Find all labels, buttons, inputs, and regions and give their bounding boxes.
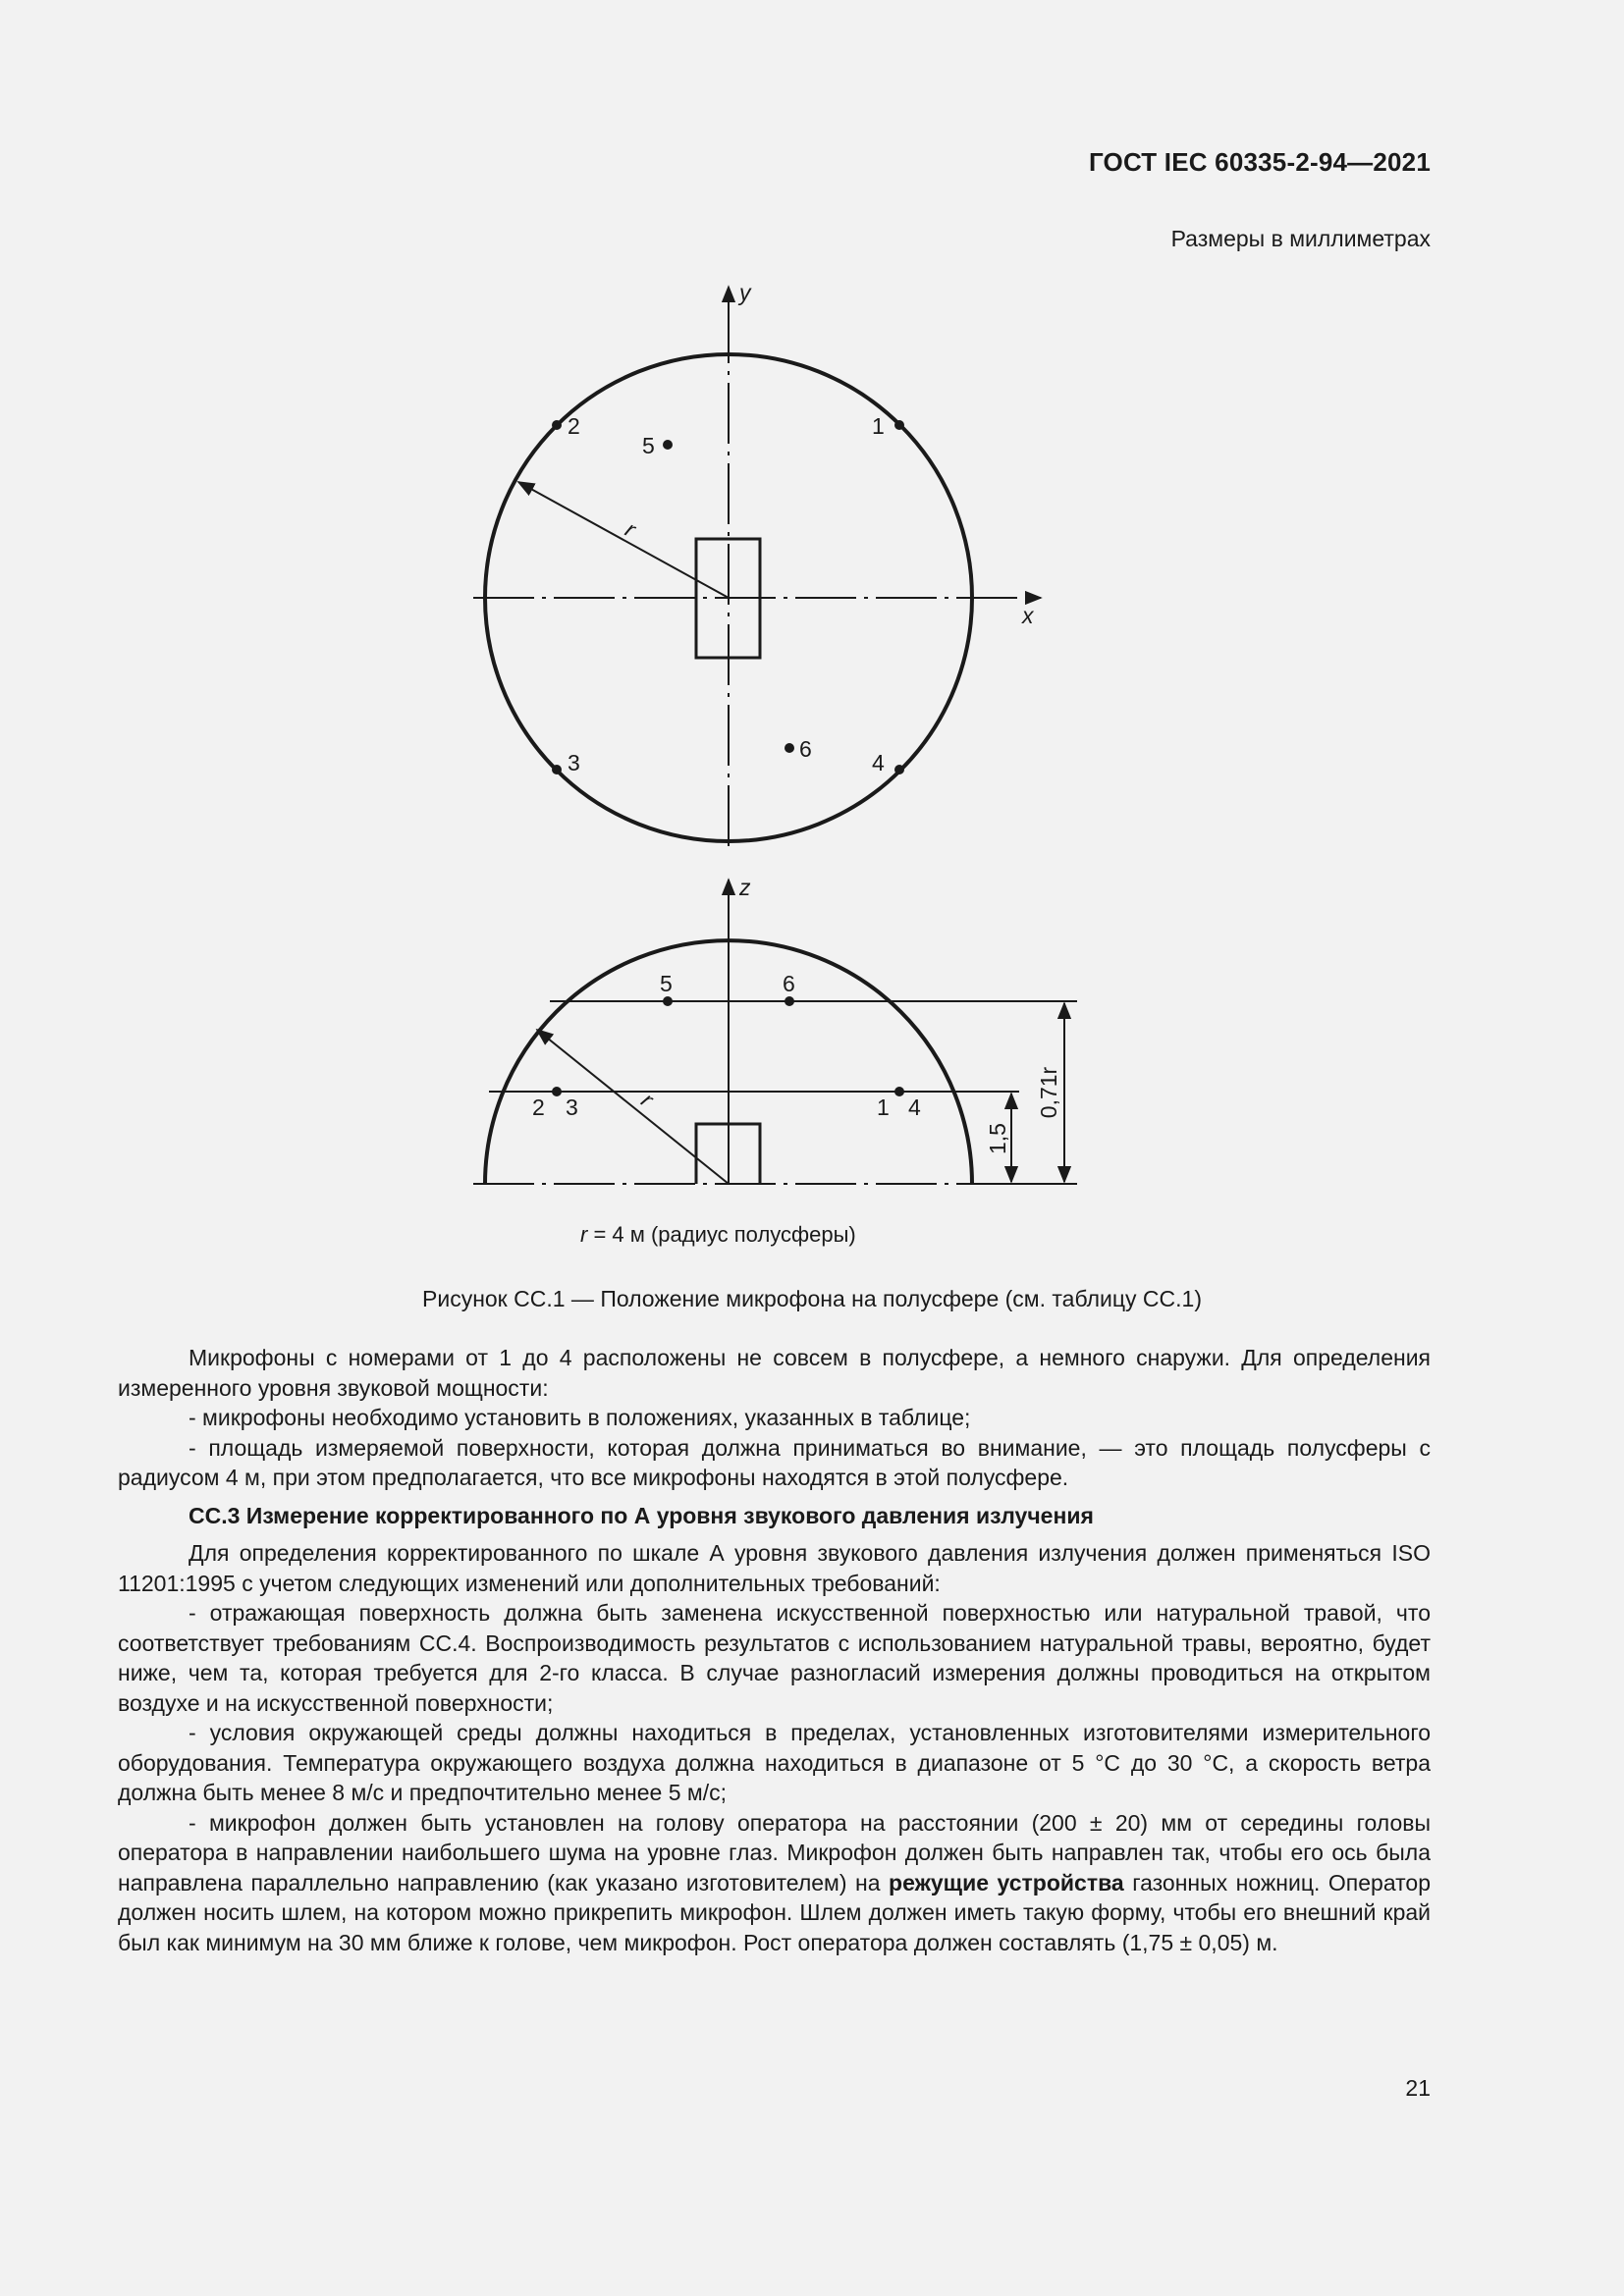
paragraph-7	[118, 1808, 1431, 1958]
side-label-4: 4	[908, 1095, 921, 1120]
mic-point-3	[552, 765, 562, 774]
standard-id: ГОСТ IEC 60335-2-94—2021	[1088, 147, 1431, 177]
paragraph-7-part-b: газонных ножниц. Оператор должен носить шлем, на котором можно прикрепить микрофон. Шлем должен иметь такую форму, чтобы его внешний край был как минимум на 30 мм ближе к голове, чем микрофон. Рост оператора должен составлять (1,75 ± 0,05) м.	[118, 1869, 1431, 1955]
radius-note	[580, 1222, 856, 1247]
label-point-4: 4	[872, 750, 885, 775]
paragraph-4: Для определения корректированного по шкале А уровня звукового давления излучения должен применяться ISO 11201:1995 с учетом следующих изменений или дополнительных требований:	[118, 1540, 1431, 1596]
dim-1-5-label: 1,5	[985, 1123, 1010, 1154]
side-mic-point-6	[785, 996, 794, 1006]
side-label-6: 6	[783, 971, 795, 996]
radius-note-r: r	[580, 1222, 588, 1247]
page-number: 21	[1405, 2075, 1431, 2101]
body-text	[118, 1343, 1431, 1957]
mic-point-1	[894, 420, 904, 430]
mic-point-5	[663, 440, 673, 450]
paragraph-2: - микрофоны необходимо установить в положениях, указанных в таблице;	[189, 1405, 971, 1430]
side-label-3: 3	[566, 1095, 578, 1120]
side-label-2: 2	[532, 1095, 545, 1120]
side-label-1: 1	[877, 1095, 890, 1120]
side-mic-point-23	[552, 1087, 562, 1096]
label-point-5: 5	[642, 433, 655, 458]
side-mic-point-14	[894, 1087, 904, 1096]
paragraph-6: - условия окружающей среды должны находиться в пределах, установленных изготовителями измерительного оборудования. Температура окружающего воздуха должна находиться в диапазоне от 5 °С до 30 °С, а скорость ветра должна быть менее 8 м/с и предпочтительно менее 5 м/с;	[118, 1720, 1431, 1805]
dim-071r-label: 0,71r	[1036, 1066, 1061, 1119]
label-point-2: 2	[568, 413, 580, 439]
label-point-6: 6	[799, 736, 812, 762]
side-radius-label: r	[636, 1087, 659, 1112]
label-point-3: 3	[568, 750, 580, 775]
y-axis-label: y	[739, 280, 751, 305]
side-mic-point-5	[663, 996, 673, 1006]
top-radius-label: r	[621, 515, 640, 543]
label-point-1: 1	[872, 413, 885, 439]
x-axis-label: x	[1022, 603, 1034, 628]
figure-caption: Рисунок СС.1 — Положение микрофона на полусфере (см. таблицу СС.1)	[422, 1286, 1202, 1311]
mic-point-6	[785, 743, 794, 753]
mic-point-4	[894, 765, 904, 774]
radius-note-text: = 4 м (радиус полусферы)	[587, 1222, 856, 1247]
paragraph-1: Микрофоны с номерами от 1 до 4 расположены не совсем в полусфере, а немного снаружи. Для определения измеренного уровня звуковой мощности:	[118, 1345, 1431, 1401]
paragraph-5: - отражающая поверхность должна быть заменена искусственной поверхностью или натуральной травой, что соответствует требованиям СС.4. Воспроизводимость результатов с использованием натуральной травы, вероятно, будет ниже, чем та, которая требуется для 2-го класса. В случае разногласий измерения должны проводиться на открытом воздухе и на искусственной поверхности;	[118, 1600, 1431, 1716]
section-heading: СС.3 Измерение корректированного по А уровня звукового давления излучения	[189, 1502, 1094, 1528]
dimensions-note: Размеры в миллиметрах	[1170, 226, 1431, 251]
mic-point-2	[552, 420, 562, 430]
paragraph-7-part-a: - микрофон должен быть установлен на голову оператора на расстоянии (200 ± 20) мм от середины головы оператора в направлении наибольшего шума на уровне глаз. Микрофон должен быть направлен так, чтобы его ось была направлена параллельно направлению (как указано изготовителем) на	[118, 1809, 1431, 1896]
paragraph-7-bold: режущие устройства	[889, 1869, 1124, 1896]
z-axis-label: z	[739, 875, 751, 900]
side-label-5: 5	[660, 971, 673, 996]
paragraph-3: - площадь измеряемой поверхности, которая должна приниматься во внимание, — это площадь полусферы с радиусом 4 м, при этом предполагается, что все микрофоны находятся в этой полусфере.	[118, 1434, 1431, 1490]
